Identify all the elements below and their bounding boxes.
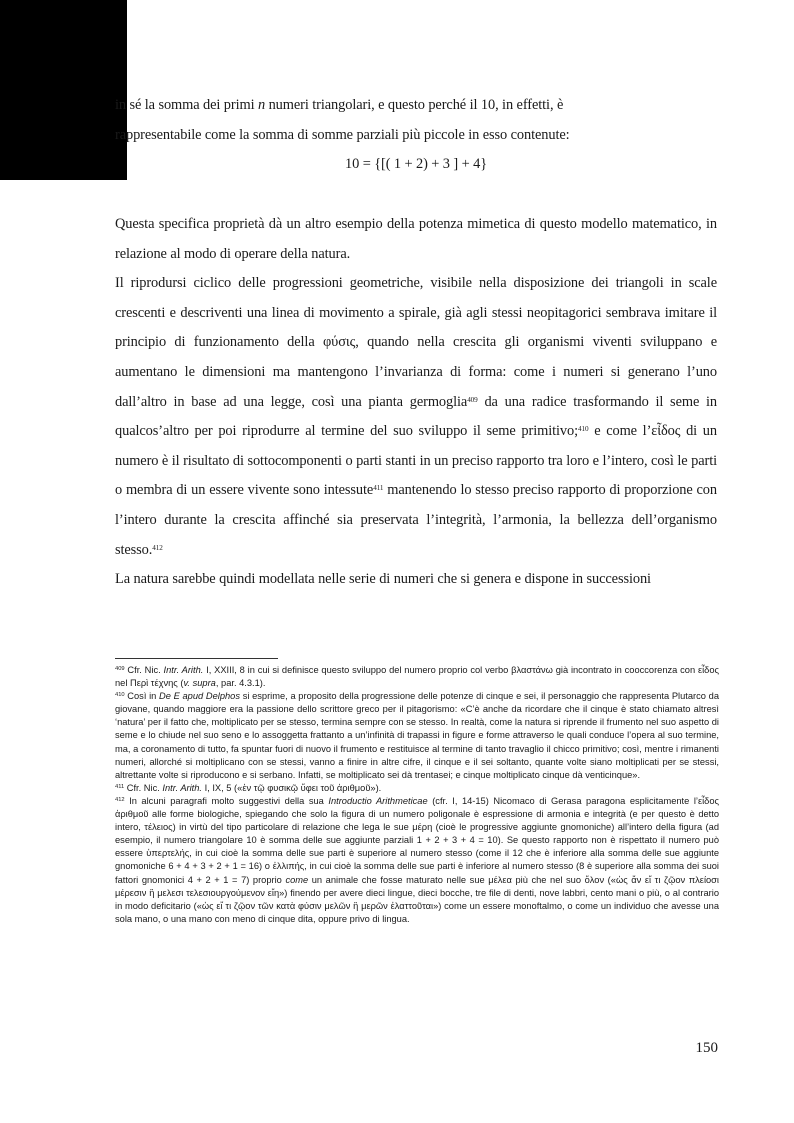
paragraph-3: La natura sarebbe quindi modellata nelle serie di numeri che si genera e dispone in successioni [115, 571, 651, 588]
footnote-409: $^{409}$ Cfr. Nic. Intr. Arith. I, XXIII, 8 in cui si definisce questo sviluppo del numero proprio col verbo βλαστάνω già incontrato in cooccorenza con εἶδος nel Περὶ τέχνης (v. supra, par. 4.3.1). [115, 665, 719, 689]
paragraph-2: Il riprodursi ciclico delle progressioni geometriche, visibile nella disposizione dei triangoli in scale crescenti e descriventi una linea di movimento a spirale, già agli stessi neopitagorici sembrava imitare il principio di funzionamento della φύσις, quando nella crescita gli organismi viventi sviluppano e aumentano le dimensioni ma mantengono l’invarianza di forma: come i numeri si generano l’uno dall’altro in base ad una legge, così una pianta germoglia$^{409}$ da una radice trasformando il seme in qualcos’altro per poi riprodurre al termine del suo sviluppo il seme primitivo;$^{410}$ e come l’εἶδος di un numero è il risultato di sottocomponenti o parti stanti in un preciso rapporto tra loro e l’intero, così le parti o membra di un essere vivente sono intessute$^{411}$ mantenendo lo stesso preciso rapporto di proporzione con l’intero durante la crescita affinché sia preservata l’integrità, l’armonia, la bellezza dell’organismo stesso.$^{412}$ [115, 275, 718, 558]
intro-text [115, 91, 717, 180]
footnote-412: $^{412}$ In alcuni paragrafi molto suggestivi della sua Introductio Arithmeticae (cfr. I, 14-15) Nicomaco di Gerasa paragona esplicitamente l’εἶδος ἀριθμοῦ alle forme biologiche, spiegando che solo la figura di un numero poligonale è espressione di armonia e integrità (e per questo è detto intero, τέλειος) in virtù del tipo particolare di relazione che lega le sue μέρη (cioè le progressive aggiunte gnomoniche) all’intero della figura (ad esempio, il numero triangolare 10 è somma delle sue aggiunte parziali 1 + 2 + 3 + 4 = 10). Se questo rapporto non è rispettato il numero può essere ὑπερτελής, in cui cioè la somma delle sue parti è superiore al numero stesso (come il 12 che è inferiore alla somma delle sue aggiunte gnomoniche 6 + 4 + 3 + 2 + 1 = 16) o ἐλλιπής, in cui cioè la somma delle sue parti è inferiore al numero stesso (8 è superiore alla somma dei suoi fattori gnomonici 4 + 2 + 1 = 7) proprio come un animale che fosse maturato nelle sue μέλεα più che nel suo ὅλον («ὡς ἄν εἴ τι ζῷον πλείοσι μέρεσιν ἢ μελεσι τελεσιουργούμενον εἴη») finendo per avere dieci lingue, dieci bocche, tre file di denti, nove labbri, cento mani o più, o al contrario in modo deficitario («ὡς εἴ τι ζῷον τῶν κατὰ φύσιν μελῶν ἢ μερῶν ἐλαττοῦται») come un essere monoftalmo, o come un individuo che avesse una sola mano, o una mano con meno di cinque dita, oppure privo di lingua. [115, 795, 719, 924]
intro-line-1: in sé la somma dei primi n numeri triangolari, e questo perché il 10, in effetti, è [115, 97, 564, 113]
footnote-ref-412[interactable]: 412 [152, 543, 163, 552]
page-number: 150 [695, 1040, 718, 1056]
black-corner-block [0, 0, 127, 180]
footnote-ref-411[interactable]: 411 [373, 484, 384, 493]
footnote-ref-409[interactable]: 409 [467, 395, 478, 404]
footnote-ref-410[interactable]: 410 [577, 425, 589, 434]
variable-n: n [257, 97, 266, 113]
triangular-formula: 10 = {[( 1 + 2) + 3 ] + 4} [345, 156, 487, 173]
paragraph-1: Questa specifica proprietà dà un altro esempio della potenza mimetica di questo modello matematico, in relazione al modo di operare della natura. [115, 216, 717, 262]
footnotes [115, 664, 719, 926]
intro-line-2: rappresentabile come la somma di somme parziali più piccole in esso contenute: [115, 126, 570, 143]
footnote-separator [115, 658, 278, 659]
footnote-411: $^{411}$ Cfr. Nic. Intr. Arith. I, IX, 5 («ἐν τῷ φυσικῷ ὕφει τοῦ ἀριθμοῦ»). [115, 782, 382, 793]
main-text [115, 210, 717, 595]
footnote-410: $^{410}$ Così in De E apud Delphos si esprime, a proposito della progressione delle potenze di cinque e sei, il personaggio che rappresenta Plutarco da giovane, quando maggiore era la passione dello scrittore greco per il pitagorismo: «C’è anche da ricordare che il cinque è stato chiamato altresì ‘natura’ per il fatto che, moltiplicato per se stesso, termina sempre con se stesso. In realtà, come la natura si riprende il frumento nel suo aspetto di seme e lo chiude nel suo seno e lo assoggetta frattanto a un’infinità di trapassi in figure e forme attraverso le quali conduce l’opera al suo termine, ma, a coronamento di tutto, fa spuntar fuori di nuovo il frumento e restituisce al termine di tanto travaglio il chicco primitivo; così, mentre i rimanenti numeri, allorché si moltiplicano con se stessi, vanno a finire in altre cifre, il cinque e il sei soltanto, quante volte siano moltiplicati per se stessi, altrettante volte si riproducono e si serbano. Infatti, se moltiplicato sei dà trentasei; e cinque moltiplicato cinque dà venticinque». [115, 691, 719, 780]
